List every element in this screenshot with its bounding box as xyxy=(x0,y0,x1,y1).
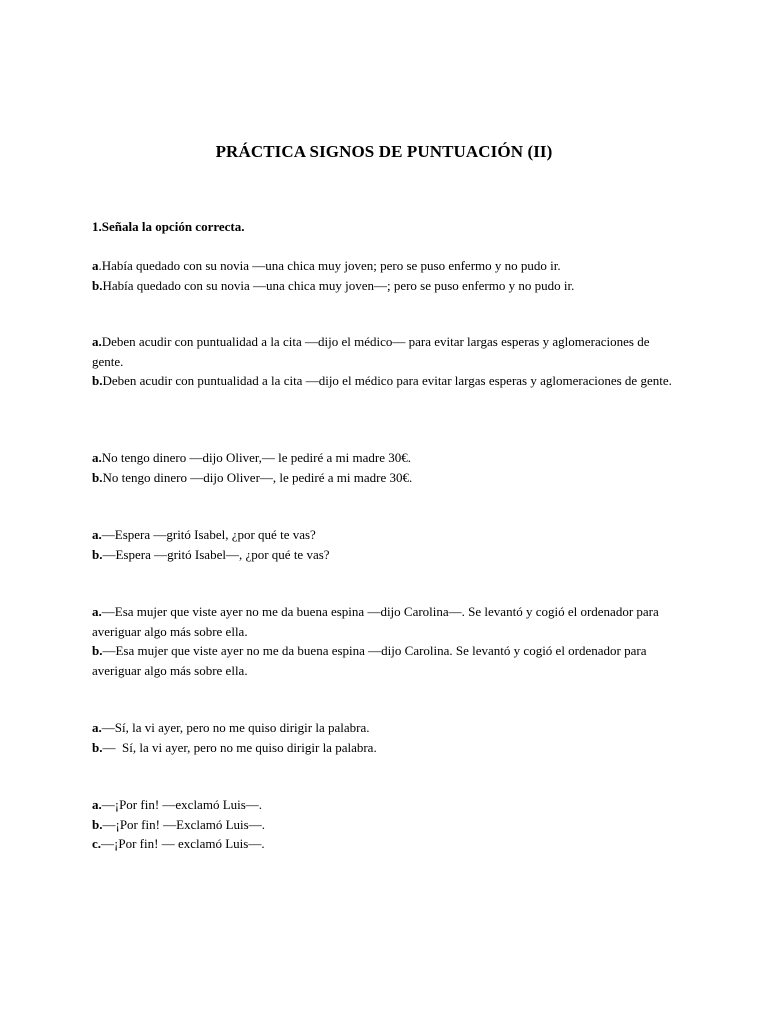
exercise-group-6 xyxy=(92,718,682,757)
option-4b xyxy=(92,545,682,565)
exercise-group-2 xyxy=(92,332,682,391)
option-7c xyxy=(92,834,682,854)
option-letter: a. xyxy=(92,527,102,542)
option-7a xyxy=(92,795,682,815)
option-letter: b. xyxy=(92,469,103,485)
option-letter: a. xyxy=(92,720,102,735)
option-text: —Espera —gritó Isabel, ¿por qué te vas? xyxy=(101,527,316,542)
option-2a xyxy=(92,332,682,371)
option-letter: a. xyxy=(92,604,102,619)
option-text: Deben acudir con puntualidad a la cita —dijo el médico para evitar largas esperas y aglomeraciones de gente. xyxy=(102,373,672,388)
option-text: —Sí, la vi ayer, pero no me quiso dirigir la palabra. xyxy=(101,720,370,735)
option-letter: b. xyxy=(92,739,103,755)
option-letter: b. xyxy=(92,816,103,832)
option-text: — Sí, la vi ayer, pero no me quiso dirigir la palabra. xyxy=(102,739,377,755)
option-letter: b. xyxy=(92,643,103,658)
exercise-group-3 xyxy=(92,448,682,487)
option-5a xyxy=(92,602,682,641)
option-4a xyxy=(92,525,682,545)
option-letter: b. xyxy=(92,277,103,293)
option-letter: b. xyxy=(92,373,103,388)
option-6b xyxy=(92,738,682,758)
option-2b xyxy=(92,371,682,391)
option-letter: c. xyxy=(92,836,102,851)
exercise-group-1 xyxy=(92,256,682,295)
option-1b xyxy=(92,276,682,296)
option-text: —Esa mujer que viste ayer no me da buena espina —dijo Carolina—. Se levantó y cogió el ordenador para averiguar algo más sobre ella. xyxy=(92,604,659,639)
option-text: Había quedado con su novia —una chica muy joven—; pero se puso enfermo y no pudo ir. xyxy=(102,277,575,293)
option-text: No tengo dinero —dijo Oliver,— le pediré a mi madre 30€. xyxy=(101,450,411,465)
option-text: No tengo dinero —dijo Oliver—, le pediré a mi madre 30€. xyxy=(102,469,413,485)
option-5b xyxy=(92,641,682,680)
option-7b xyxy=(92,815,682,835)
option-letter: a. xyxy=(92,797,102,812)
option-text: —¡Por fin! — exclamó Luis—. xyxy=(101,836,265,851)
option-3b xyxy=(92,468,682,488)
option-6a xyxy=(92,718,682,738)
option-text: —Esa mujer que viste ayer no me da buena espina —dijo Carolina. Se levantó y cogió el ordenador para averiguar algo más sobre ella. xyxy=(92,643,647,678)
option-text: Deben acudir con puntualidad a la cita —dijo el médico— para evitar largas esperas y aglomeraciones de gente. xyxy=(92,334,650,369)
option-letter: a. xyxy=(92,450,102,465)
exercise-group-4 xyxy=(92,525,682,564)
option-letter: a. xyxy=(92,334,102,349)
page-title: PRÁCTICA SIGNOS DE PUNTUACIÓN (II) xyxy=(215,142,553,161)
exercise-instruction: 1.Señala la opción correcta. xyxy=(92,219,245,234)
option-text: —Espera —gritó Isabel—, ¿por qué te vas? xyxy=(102,546,330,562)
option-3a xyxy=(92,448,682,468)
option-letter: a xyxy=(92,258,99,273)
exercise-group-5 xyxy=(92,602,682,680)
option-text: —¡Por fin! —exclamó Luis—. xyxy=(101,797,263,812)
option-letter: b. xyxy=(92,546,103,562)
option-text: —¡Por fin! —Exclamó Luis—. xyxy=(102,816,265,832)
option-text: .Había quedado con su novia —una chica muy joven; pero se puso enfermo y no pudo ir. xyxy=(98,258,561,273)
exercise-group-7 xyxy=(92,795,682,854)
option-1a xyxy=(92,256,682,276)
